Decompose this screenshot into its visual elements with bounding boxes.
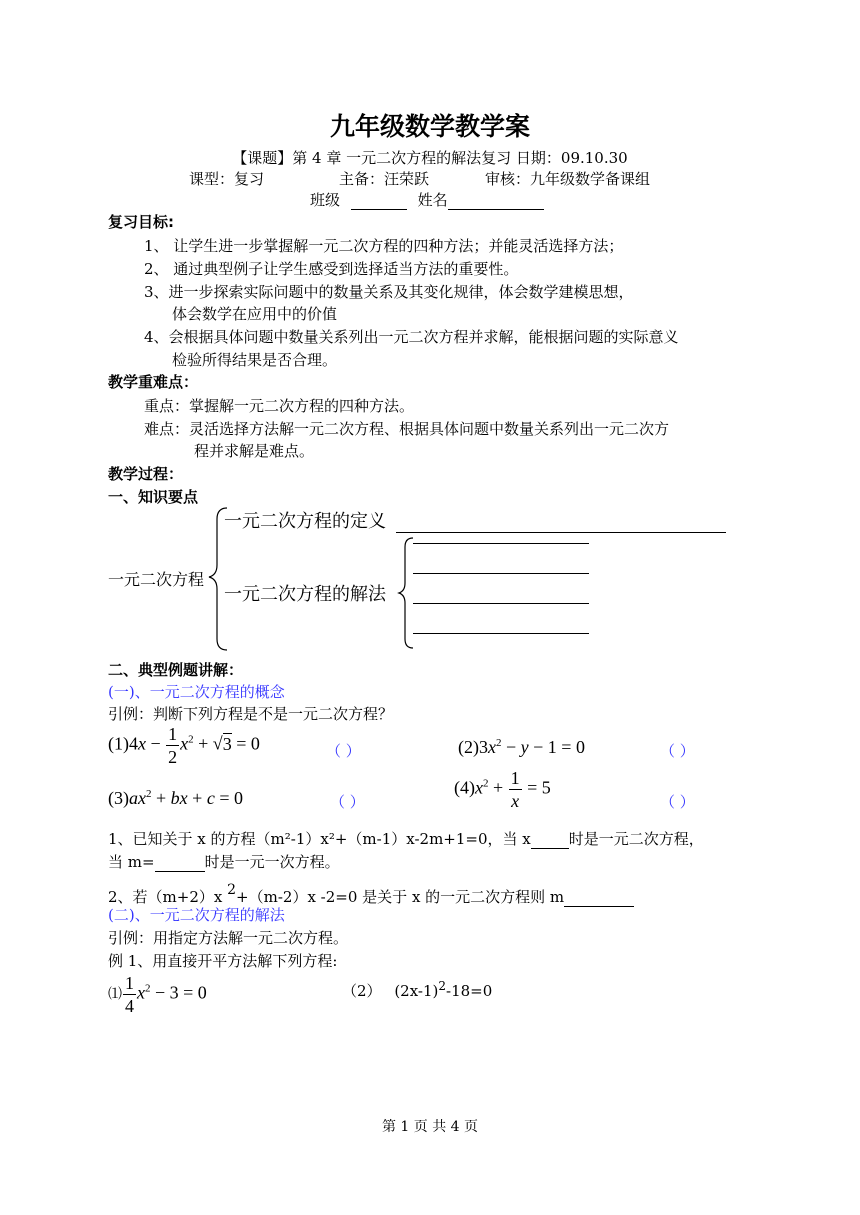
eq-label: (3) [108, 788, 129, 808]
name-blank[interactable] [448, 191, 544, 210]
page-title: 九年级数学教学案 [329, 112, 530, 141]
focus-text: 重点：掌握解一元二次方程的四种方法。 [144, 397, 415, 415]
page-footer: 第 1 页 共 4 页 [381, 1119, 479, 1135]
equation-1: (1)4x − $\frac{1}{2}$ $x^2 + √3 = 0$ [108, 724, 260, 767]
definition-blank[interactable] [396, 511, 726, 533]
question-2-text: +（m-2）x -2=0 是关于 x 的一元二次方程则 m [236, 888, 565, 906]
branch-definition [224, 507, 726, 533]
part2-intro: 引例：用指定方法解一元二次方程。 [108, 929, 349, 947]
eq-label: (4) [454, 777, 475, 798]
class-label: 班级 [310, 191, 341, 209]
answer-blank[interactable] [531, 830, 569, 849]
name-label: 姓名 [417, 191, 448, 209]
lesson-type: 课型：复习 [189, 170, 265, 188]
keypoints-heading: 教学重难点： [108, 373, 199, 391]
answer-paren-2[interactable]: （ ） [660, 742, 695, 760]
exponent: 2 [438, 979, 447, 993]
eq-label: (1) [108, 733, 129, 754]
method-blank[interactable] [413, 573, 589, 574]
lesson-reviewer: 审核：九年级数学备课组 [485, 170, 651, 188]
exponent: 2 [227, 882, 237, 898]
question-1-text: 时是一元二次方程， [568, 830, 704, 848]
branch-definition-label: 一元二次方程的定义 [224, 511, 386, 532]
goal-item: 4、会根据具体问题中数量关系列出一元二次方程并求解，能根据问题的实际意义 [144, 328, 679, 346]
equation-2: $(2)3x^2 - y - 1 = 0$ [458, 737, 585, 757]
lesson-author: 主备：汪荣跃 [339, 170, 430, 188]
difficulty-text-cont: 程并求解是难点。 [194, 442, 315, 460]
method-blank[interactable] [413, 603, 589, 604]
goal-item: 检验所得结果是否合理。 [172, 351, 338, 369]
question-1-text: 1、已知关于 x 的方程（m²-1）x²+（m-1）x-2m+1=0，当 x [108, 830, 531, 848]
eq-label: (2) [458, 737, 479, 757]
answer-paren-1[interactable]: （ ） [326, 742, 361, 760]
answer-blank[interactable] [155, 853, 205, 872]
class-blank[interactable] [351, 191, 407, 210]
problem-label: ⑴ [108, 987, 122, 1003]
method-blank[interactable] [413, 633, 589, 634]
answer-paren-3[interactable]: （ ） [330, 793, 365, 811]
problem-1: ⑴ $\frac{1}{4}$ $x^2 - 3 = 0$ [108, 973, 207, 1016]
problem-2-eq: (2x-1) [394, 982, 439, 1000]
question-1 [108, 828, 704, 849]
problem-label: （2） [342, 982, 382, 1000]
goal-item: 1、 让学生进一步掌握解一元二次方程的四种方法；并能灵活选择方法； [144, 237, 624, 255]
equation-4: $(4)x^2$ + $\frac{1}{x}$ = 5 [454, 768, 551, 811]
part1-heading: (一)、一元二次方程的概念 [108, 683, 285, 701]
class-name-line [310, 189, 544, 210]
question-1-text: 当 m= [108, 853, 155, 871]
difficulty-text: 难点：灵活选择方法解一元二次方程、根据具体问题中数量关系列出一元二次方 [144, 420, 670, 438]
question-2-text: 2、若（m+2）x [108, 888, 223, 906]
part1-intro: 引例：判断下列方程是不是一元二次方程？ [108, 705, 394, 723]
example-1: 例 1、用直接开平方法解下列方程: [108, 952, 338, 970]
answer-paren-4[interactable]: （ ） [660, 793, 695, 811]
section1-heading: 一、知识要点 [108, 488, 199, 506]
knowledge-root: 一元二次方程 [108, 570, 205, 589]
question-1-cont [108, 851, 340, 872]
goals-heading: 复习目标: [108, 213, 174, 231]
process-heading: 教学过程： [108, 465, 184, 483]
equation-3: $(3)ax^2$ + bx + c = 0 [108, 788, 243, 808]
lesson-topic-line: 【课题】第 4 章 一元二次方程的解法复习 日期：09.10.30 [232, 149, 628, 167]
answer-blank[interactable] [564, 888, 634, 907]
method-blank[interactable] [413, 543, 589, 544]
branch-methods-label: 一元二次方程的解法 [224, 584, 386, 605]
problem-2-eq: -18=0 [446, 982, 493, 1000]
section2-heading: 二、典型例题讲解： [108, 661, 244, 679]
goal-item: 3、进一步探索实际问题中的数量关系及其变化规律，体会数学建模思想， [144, 283, 634, 301]
problem-2 [342, 979, 492, 1001]
part2-heading: (二)、一元二次方程的解法 [108, 906, 285, 924]
question-1-text: 时是一元一次方程。 [204, 853, 340, 871]
goal-item: 体会数学在应用中的价值 [172, 305, 338, 323]
goal-item: 2、 通过典型例子让学生感受到选择适当方法的重要性。 [144, 260, 519, 278]
